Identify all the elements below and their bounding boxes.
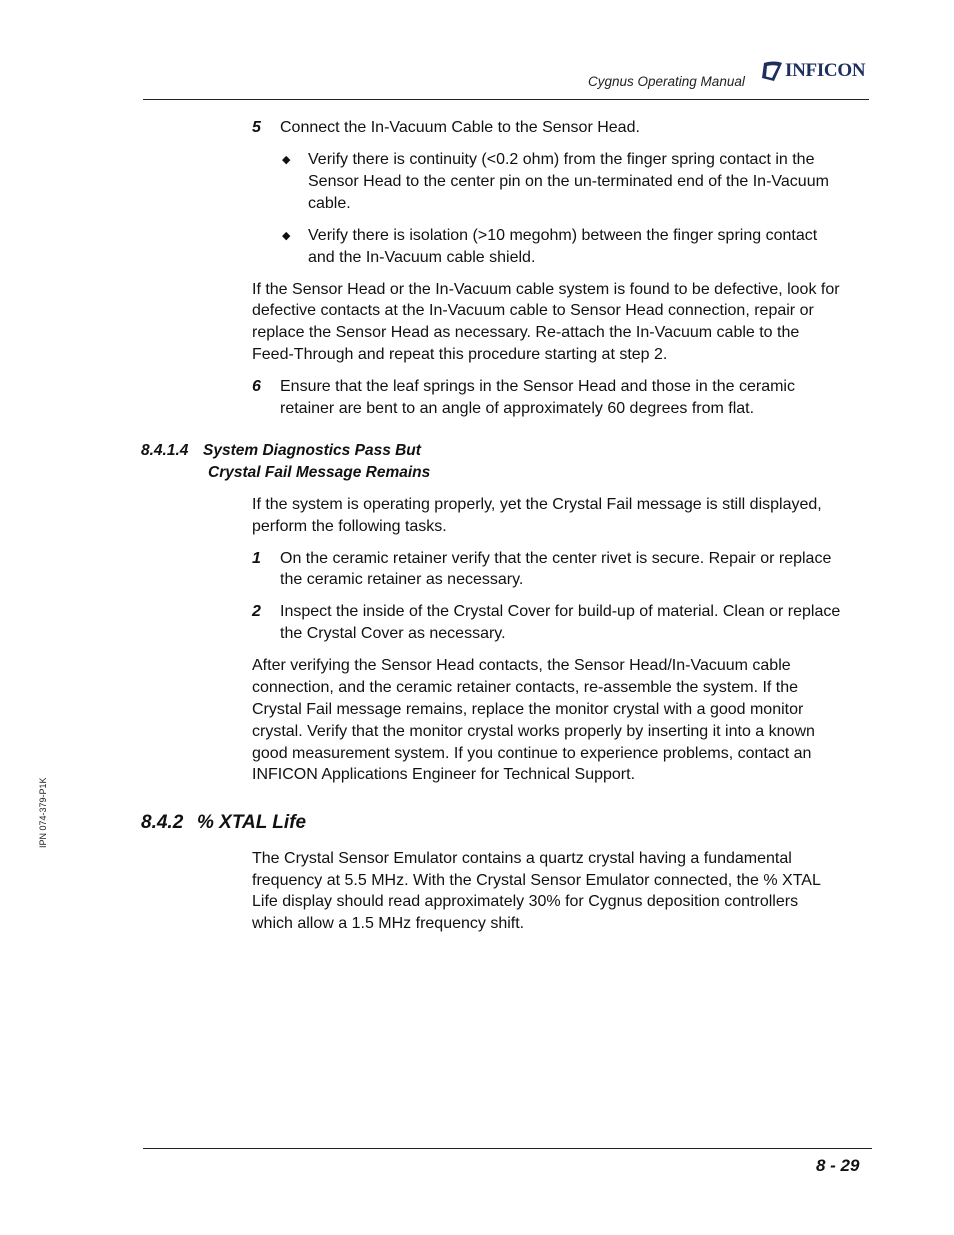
footer-rule (143, 1148, 872, 1149)
step-line: On the ceramic retainer verify that the center rivet is secure. Repair or replace (280, 550, 832, 567)
step-line: the Crystal Cover as necessary. (280, 625, 506, 642)
header-rule (143, 99, 869, 100)
running-header-title: Cygnus Operating Manual (588, 74, 745, 89)
paragraph-line: After verifying the Sensor Head contacts, the Sensor Head/In-Vacuum cable (252, 657, 791, 674)
step-number: 6 (252, 378, 261, 395)
bullet-line: Verify there is continuity (<0.2 ohm) from the finger spring contact in the (308, 151, 815, 168)
paragraph-line: perform the following tasks. (252, 518, 447, 535)
step-line: retainer are bent to an angle of approximately 60 degrees from flat. (280, 400, 755, 417)
section-heading: System Diagnostics Pass But (203, 442, 421, 459)
brand-name: INFICON (785, 60, 866, 81)
bullet-line: and the In-Vacuum cable shield. (308, 249, 536, 266)
document-id: IPN 074-379-P1K (38, 777, 48, 848)
brand-logo (760, 58, 865, 84)
bullet-line: Verify there is isolation (>10 megohm) between the finger spring contact (308, 227, 818, 244)
paragraph-line: defective contacts at the In-Vacuum cable to Sensor Head connection, repair or (252, 302, 814, 319)
paragraph-line: If the Sensor Head or the In-Vacuum cable system is found to be defective, look for (252, 281, 840, 298)
step-number: 5 (252, 119, 261, 136)
section-number: 8.4.2 (141, 812, 184, 833)
paragraph-line: INFICON Applications Engineer for Technical Support. (252, 766, 636, 783)
bullet-icon: ◆ (282, 230, 291, 242)
page-number: 8 - 29 (816, 1156, 860, 1175)
step-text: Connect the In-Vacuum Cable to the Sensor Head. (280, 119, 640, 136)
step-line: Ensure that the leaf springs in the Sensor Head and those in the ceramic (280, 378, 795, 395)
step-line: Inspect the inside of the Crystal Cover for build-up of material. Clean or replace (280, 603, 841, 620)
step-line: the ceramic retainer as necessary. (280, 571, 524, 588)
step-number: 2 (252, 603, 261, 620)
paragraph-line: Crystal Fail message remains, replace the monitor crystal with a good monitor (252, 701, 804, 718)
paragraph-line: The Crystal Sensor Emulator contains a quartz crystal having a fundamental (252, 850, 792, 867)
section-heading: Crystal Fail Message Remains (208, 464, 431, 481)
paragraph-line: If the system is operating properly, yet the Crystal Fail message is still displayed, (252, 496, 822, 513)
paragraph-line: Feed-Through and repeat this procedure starting at step 2. (252, 346, 668, 363)
paragraph-line: replace the Sensor Head as necessary. Re-attach the In-Vacuum cable to the (252, 324, 800, 341)
bullet-line: cable. (308, 195, 351, 212)
paragraph-line: Life display should read approximately 30% for Cygnus deposition controllers (252, 893, 799, 910)
paragraph-line: crystal. Verify that the monitor crystal works properly by inserting it into a known (252, 723, 815, 740)
paragraph-line: frequency at 5.5 MHz. With the Crystal Sensor Emulator connected, the % XTAL (252, 872, 821, 889)
bullet-icon: ◆ (282, 154, 291, 166)
bullet-line: Sensor Head to the center pin on the un-terminated end of the In-Vacuum (308, 173, 829, 190)
paragraph-line: good measurement system. If you continue to experience problems, contact an (252, 745, 812, 762)
inficon-logo-icon (760, 59, 784, 83)
paragraph-line: which allow a 1.5 MHz frequency shift. (252, 915, 525, 932)
step-number: 1 (252, 550, 261, 567)
section-number: 8.4.1.4 (141, 442, 189, 459)
paragraph-line: connection, and the ceramic retainer contacts, re-assemble the system. If the (252, 679, 799, 696)
section-heading: % XTAL Life (197, 812, 307, 833)
